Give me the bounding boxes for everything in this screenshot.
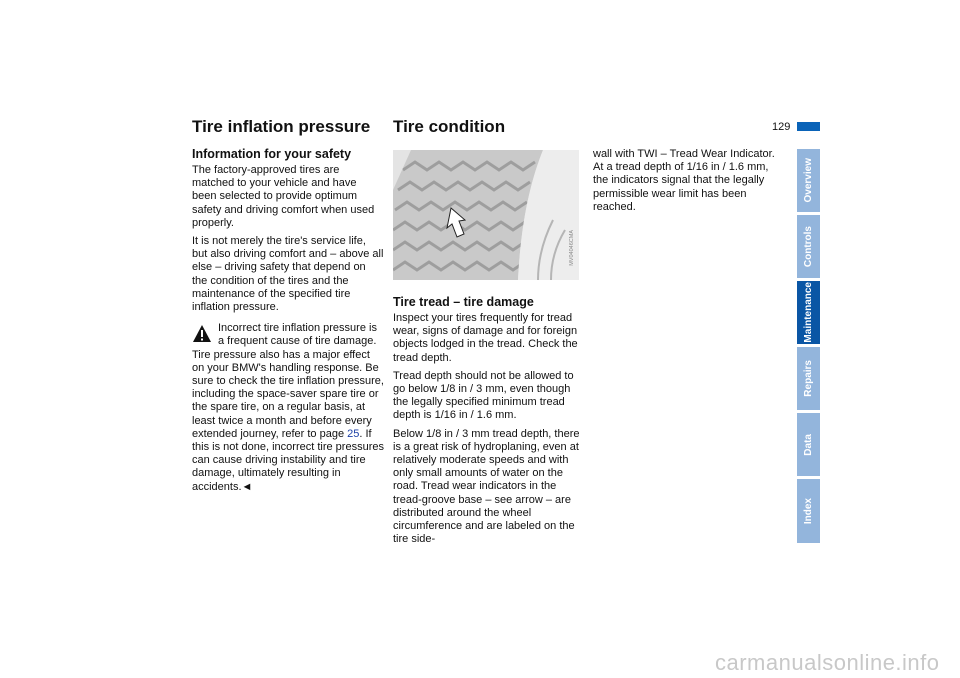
paragraph: Inspect your tires frequently for tread wear, signs of damage and for foreign objects lodged in the tread. Check the tread depth.: [393, 312, 578, 364]
paragraph: The factory-approved tires are matched to your vehicle and have been selected to provide optimum safety and driving comfort when used properly.: [192, 164, 375, 229]
middle-column-body: [393, 312, 583, 546]
warning-triangle-icon: [192, 324, 214, 346]
tab-label: Maintenance: [803, 282, 814, 343]
tire-tread-image: [393, 150, 579, 280]
warning-block: [192, 322, 384, 494]
end-mark-icon: ◄: [241, 480, 253, 493]
section-title-tire-condition: Tire condition: [393, 117, 506, 136]
tab-label: Index: [803, 497, 814, 525]
paragraph: It is not merely the tire's service life, but also driving comfort and – above all else – driving safety that depend on the condition of the tires and the maintenance of the specified tire inflation pressure.: [192, 235, 384, 314]
tab-index[interactable]: [797, 479, 820, 543]
image-code: MV04046CMA: [569, 230, 575, 266]
middle-column: [393, 295, 583, 551]
tab-label: Controls: [803, 225, 814, 268]
left-column-body: [192, 164, 384, 314]
warning-text-end: . If this is not done, incorrect tire pressures can cause driving instability and tire damage, ultimately resulting in accidents.: [192, 427, 384, 493]
section-title-tire-inflation-pressure: Tire inflation pressure: [192, 117, 371, 136]
tab-overview[interactable]: [797, 149, 820, 212]
page-number-bar: [797, 122, 820, 131]
warning-text: Incorrect tire inflation pressure is a frequent cause of tire damage. Tire pressure also has a major effect on your BMW's handling response. Be sure to check the tire inflation pressure, including the space-saver spare tire or the spare tire, on a regular basis, at least twice a month and before every extended journey, refer to page: [192, 322, 384, 440]
right-column-paragraph: wall with TWI – Tread Wear Indicator. At a tread depth of 1/16 in / 1.6 mm, the indicators signal that the legally permissible wear limit has been reached.: [593, 148, 775, 213]
tab-repairs[interactable]: [797, 347, 820, 410]
tab-maintenance[interactable]: [797, 281, 820, 344]
tab-data[interactable]: [797, 413, 820, 476]
tire-tread-heading: Tire tread – tire damage: [393, 295, 534, 309]
safety-subtitle: Information for your safety: [192, 147, 352, 161]
tab-label: Data: [803, 433, 814, 456]
tab-label: Overview: [803, 158, 814, 203]
left-column: [192, 147, 384, 494]
page-25-link[interactable]: 25: [347, 427, 360, 440]
paragraph: Tread depth should not be allowed to go below 1/8 in / 3 mm, even though the legally specified minimum tread depth is 1/16 in / 1.6 mm.: [393, 369, 574, 422]
tab-label: Repairs: [803, 360, 814, 397]
page-number: 129: [772, 121, 791, 133]
tab-controls[interactable]: [797, 215, 820, 278]
paragraph: Below 1/8 in / 3 mm tread depth, there is a great risk of hydroplaning, even at relatively moderate speeds and with only small amounts of water on the road. Tread wear indicators in the tread-groove base – see arrow – are distributed around the wheel circumference and are labeled on the tire side-: [393, 427, 580, 546]
watermark: carmanualsonline.info: [715, 650, 940, 675]
